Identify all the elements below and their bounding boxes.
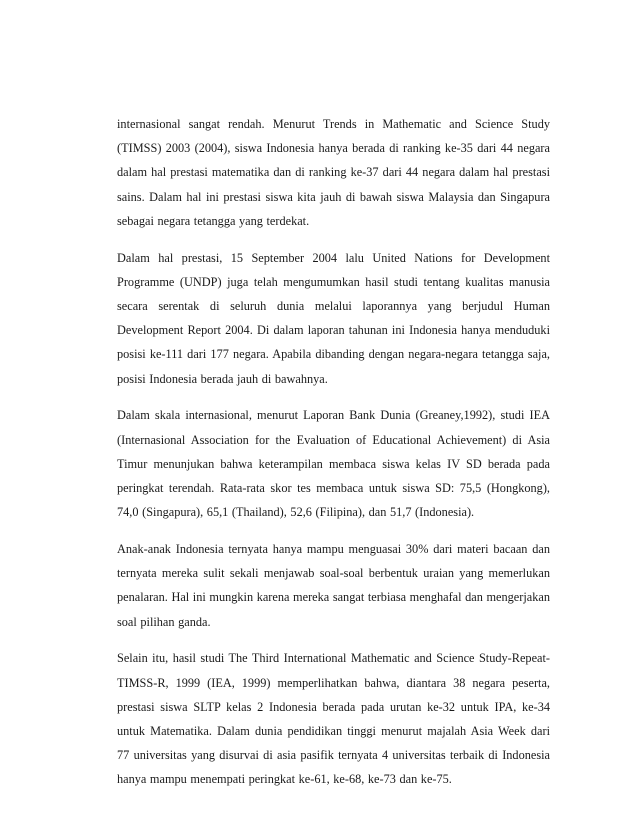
document-body (117, 112, 550, 804)
paragraph-2: Dalam hal prestasi, 15 September 2004 lalu United Nations for Development Programme (UNDP) juga telah mengumumkan hasil studi tentang kualitas manusia secara serentak di seluruh dunia melalui laporannya yang berjudul Human Development Report 2004. Di dalam laporan tahunan ini Indonesia hanya menduduki posisi ke-111 dari 177 negara. Apabila dibanding dengan negara-negara tetangga saja, posisi Indonesia berada jauh di bawahnya. (117, 250, 550, 386)
paragraph-5: Selain itu, hasil studi The Third International Mathematic and Science Study-Repeat-TIMSS-R, 1999 (IEA, 1999) memperlihatkan bahwa, diantara 38 negara peserta, prestasi siswa SLTP kelas 2 Indonesia berada pada urutan ke-32 untuk IPA, ke-34 untuk Matematika. Dalam dunia pendidikan tinggi menurut majalah Asia Week dari 77 universitas yang disurvai di asia pasifik ternyata 4 universitas terbaik di Indonesia hanya mampu menempati peringkat ke-61, ke-68, ke-73 dan ke-75. (117, 651, 550, 787)
paragraph-4: Anak-anak Indonesia ternyata hanya mampu menguasai 30% dari materi bacaan dan ternyata mereka sulit sekali menjawab soal-soal berbentuk uraian yang memerlukan penalaran. Hal ini mungkin karena mereka sangat terbiasa menghafal dan mengerjakan soal pilihan ganda. (117, 542, 550, 629)
paragraph-3: Dalam skala internasional, menurut Laporan Bank Dunia (Greaney,1992), studi IEA (Internasional Association for the Evaluation of Educational Achievement) di Asia Timur menunjukan bahwa keterampilan membaca siswa kelas IV SD berada pada peringkat terendah. Rata-rata skor tes membaca untuk siswa SD: 75,5 (Hongkong), 74,0 (Singapura), 65,1 (Thailand), 52,6 (Filipina), dan 51,7 (Indonesia). (117, 408, 550, 520)
paragraph-1: internasional sangat rendah. Menurut Trends in Mathematic and Science Study (TIMSS) 2003 (2004), siswa Indonesia hanya berada di ranking ke-35 dari 44 negara dalam hal prestasi matematika dan di ranking ke-37 dari 44 negara dalam hal prestasi sains. Dalam hal ini prestasi siswa kita jauh di bawah siswa Malaysia dan Singapura sebagai negara tetangga yang terdekat. (117, 117, 550, 228)
